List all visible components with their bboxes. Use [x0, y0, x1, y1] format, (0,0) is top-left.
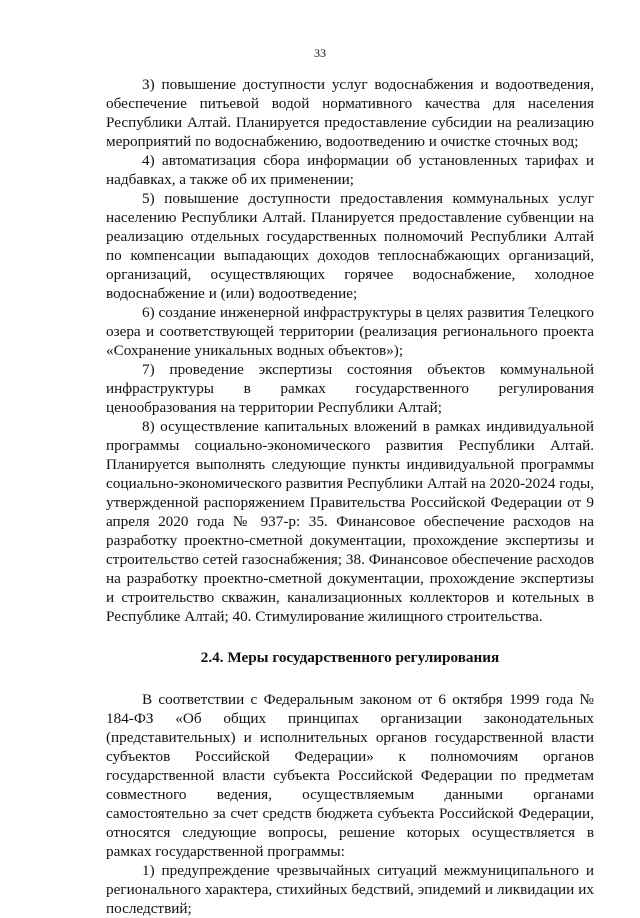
paragraph-list-item-1: 1) предупреждение чрезвычайных ситуаций межмуниципального и регионального характера, стихийных бедствий, эпидемий и ликвидации их последствий;: [106, 862, 594, 917]
paragraph-item-5: 5) повышение доступности предоставления коммунальных услуг населению Республики Алтай. Планируется предоставление субвенции на реализацию отдельных государственных полномочий Республики Алтай по компенсации выпадающих доходов теплоснабжающих организаций, организаций, осуществляющих горячее водоснабжение, холодное водоснабжение и (или) водоотведение;: [106, 190, 594, 302]
paragraph-item-3: 3) повышение доступности услуг водоснабжения и водоотведения, обеспечение питьевой водой нормативного качества для населения Республики Алтай. Планируется предоставление субсидии на реализацию мероприятий по водоснабжению, водоотведению и очистке сточных вод;: [106, 76, 594, 150]
paragraph-item-7: 7) проведение экспертизы состояния объектов коммунальной инфраструктуры в рамках государственного регулирования ценообразования на территории Республики Алтай;: [106, 361, 594, 416]
section-heading: 2.4. Меры государственного регулирования: [200, 649, 500, 666]
paragraph-item-6: 6) создание инженерной инфраструктуры в целях развития Телецкого озера и соответствующей территории (реализация регионального проекта «Сохранение уникальных водных объектов»);: [106, 304, 594, 359]
paragraph-item-4: 4) автоматизация сбора информации об установленных тарифах и надбавках, а также об их применении;: [106, 152, 594, 188]
page-content: [106, 75, 594, 918]
paragraph-item-8: 8) осуществление капитальных вложений в рамках индивидуальной программы социально-экономического развития Республики Алтай. Планируется выполнять следующие пункты индивидуальной программы социально-экономического развития Республики Алтай на 2020-2024 годы, утвержденной распоряжением Правительства Российской Федерации от 9 апреля 2020 года № 937-р: 35. Финансовое обеспечение расходов на разработку проектно-сметной документации, прохождение экспертизы и строительство сетей газоснабжения; 38. Финансовое обеспечение расходов на разработку проектно-сметной документации, прохождение экспертизы и строительство скважин, канализационных коллекторов и котельных в Республике Алтай; 40. Стимулирование жилищного строительства.: [106, 418, 594, 625]
page-number: 33: [314, 46, 326, 60]
paragraph-intro: В соответствии с Федеральным законом от 6 октября 1999 года № 184-ФЗ «Об общих принципах организации законодательных (представительных) и исполнительных органов государственной власти субъектов Российской Федерации» к полномочиям органов государственной власти субъекта Российской Федерации по предметам совместного ведения, осуществляемым данными органами самостоятельно за счет средств бюджета субъекта Российской Федерации, относятся следующие вопросы, решение которых осуществляется в рамках государственной программы:: [106, 691, 594, 860]
